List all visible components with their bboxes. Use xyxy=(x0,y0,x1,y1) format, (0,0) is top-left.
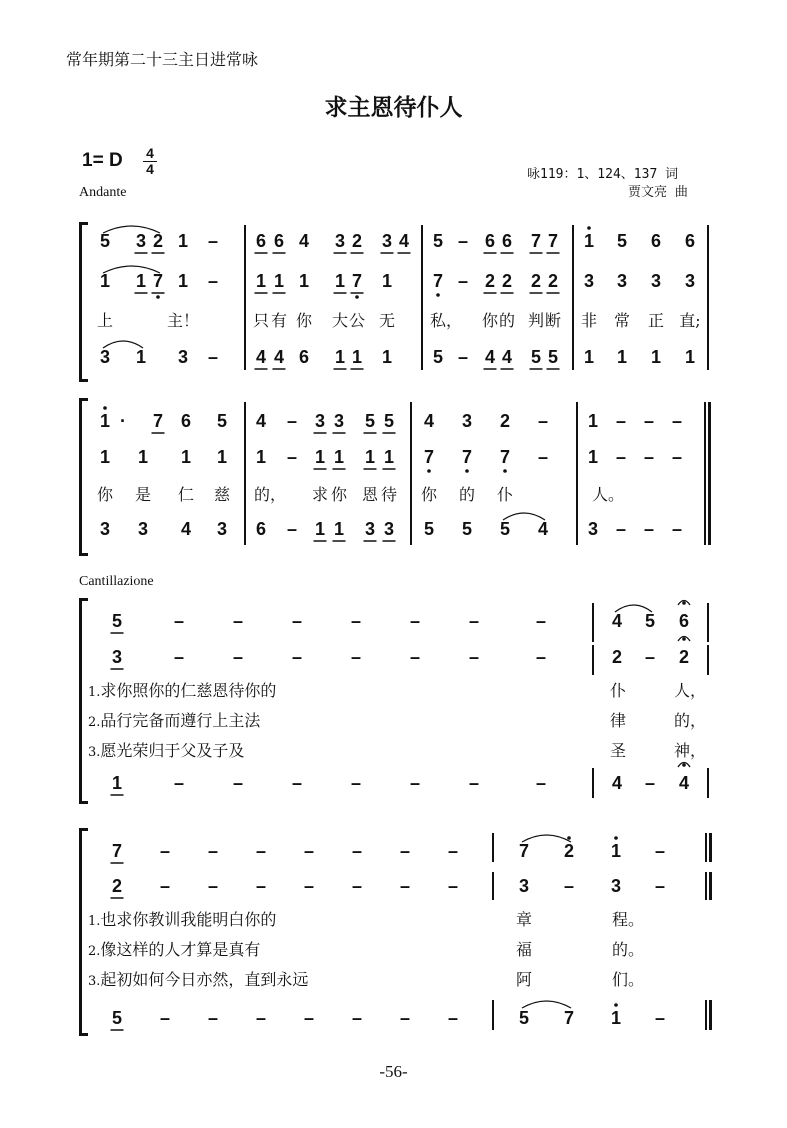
note: – xyxy=(409,773,421,793)
lyric-char: 的， xyxy=(253,485,287,504)
note: 3 xyxy=(610,876,622,896)
octave-dot xyxy=(436,293,440,297)
note: 1 xyxy=(314,519,326,539)
slur xyxy=(103,226,160,233)
lyric-char: 的 xyxy=(458,485,476,504)
note: 2 xyxy=(563,841,575,861)
note: 1 xyxy=(351,347,363,367)
note: – xyxy=(159,1008,171,1028)
barline xyxy=(705,1000,707,1030)
note: – xyxy=(173,611,185,631)
note: – xyxy=(615,447,627,467)
note: 3 xyxy=(99,519,111,539)
note: – xyxy=(643,447,655,467)
key-signature: 1= D xyxy=(82,150,123,171)
note: 5 xyxy=(432,231,444,251)
song-title: 求主恩待仆人 xyxy=(324,94,463,121)
verse-a-2-end1: 律 xyxy=(609,711,627,730)
verse-a-2-text: 2.品行完备而遵行上主法 xyxy=(88,711,261,730)
barline xyxy=(707,603,709,642)
octave-dot xyxy=(156,295,160,299)
lyric-char: 无 xyxy=(378,311,396,330)
note: – xyxy=(286,519,298,539)
note: 6 xyxy=(501,231,513,251)
note: 6 xyxy=(650,231,662,251)
octave-dot xyxy=(614,836,618,840)
lyric-char: 直; xyxy=(679,311,701,330)
barline xyxy=(576,402,578,545)
barline xyxy=(708,402,711,545)
note: 1 xyxy=(111,773,123,793)
octave-dot xyxy=(587,226,591,230)
note: 1 xyxy=(273,271,285,291)
note: 7 xyxy=(152,271,164,291)
note: 5 xyxy=(99,231,111,251)
composer-credit: 贾文亮 曲 xyxy=(628,185,688,200)
note: – xyxy=(644,773,656,793)
octave-dot xyxy=(503,469,507,473)
note: 4 xyxy=(180,519,192,539)
note: 4 xyxy=(501,347,513,367)
verse-b-3-end2: 们。 xyxy=(611,970,645,989)
note: 3 xyxy=(99,347,111,367)
verse-a-2-end2: 的， xyxy=(673,711,707,730)
note: – xyxy=(654,841,666,861)
system-bracket xyxy=(79,598,88,804)
note: 5 xyxy=(530,347,542,367)
note: – xyxy=(291,611,303,631)
note: 3 xyxy=(334,231,346,251)
note: 1 xyxy=(334,271,346,291)
note: 6 xyxy=(678,611,690,631)
note: – xyxy=(447,1008,459,1028)
note: 6 xyxy=(298,347,310,367)
barline xyxy=(704,402,706,545)
note: 3 xyxy=(587,519,599,539)
note: – xyxy=(207,841,219,861)
note: – xyxy=(457,271,469,291)
note: – xyxy=(563,876,575,896)
note: 3 xyxy=(616,271,628,291)
note: 7 xyxy=(432,271,444,291)
lyricist-credit: 咏119：1、124、137 词 xyxy=(527,167,679,182)
note: 3 xyxy=(650,271,662,291)
note: 5 xyxy=(216,411,228,431)
barline xyxy=(492,833,494,862)
note: 3 xyxy=(461,411,473,431)
note: 1 xyxy=(383,447,395,467)
note: – xyxy=(350,773,362,793)
note: – xyxy=(537,447,549,467)
verse-a-3-text: 3.愿光荣归于父及子及 xyxy=(88,741,245,760)
note: – xyxy=(291,647,303,667)
section-label: Cantillazione xyxy=(79,574,154,589)
lyric-char: 你 xyxy=(295,311,313,330)
octave-dot xyxy=(682,637,686,641)
barline xyxy=(705,872,707,900)
note: 6 xyxy=(180,411,192,431)
tempo-marking: Andante xyxy=(79,185,127,200)
note: 5 xyxy=(616,231,628,251)
note: – xyxy=(535,647,547,667)
octave-dot xyxy=(567,836,571,840)
note: 4 xyxy=(611,773,623,793)
note: 1 xyxy=(177,231,189,251)
note: 7 xyxy=(351,271,363,291)
note: – xyxy=(535,611,547,631)
note: 7 xyxy=(518,841,530,861)
note: 2 xyxy=(499,411,511,431)
barline xyxy=(709,872,712,900)
note: – xyxy=(255,841,267,861)
note: – xyxy=(399,1008,411,1028)
lyric-char: 大 xyxy=(331,311,349,330)
note: – xyxy=(255,1008,267,1028)
lyric-char: 有 xyxy=(270,311,288,330)
verse-a-3-end1: 圣 xyxy=(609,741,627,760)
lyric-char: 断 xyxy=(544,311,562,330)
lyric-char: 求 xyxy=(311,485,329,504)
note: 1 xyxy=(583,231,595,251)
time-signature-denominator: 4 xyxy=(146,161,154,177)
note: 1 xyxy=(99,271,111,291)
note: 4 xyxy=(398,231,410,251)
note: 1 xyxy=(255,271,267,291)
note: 7 xyxy=(423,447,435,467)
note: – xyxy=(303,1008,315,1028)
note: 1 xyxy=(255,447,267,467)
barline xyxy=(244,402,246,545)
verse-a-1-end1: 仆 xyxy=(609,681,627,700)
note: – xyxy=(207,347,219,367)
note: 1 xyxy=(616,347,628,367)
note: – xyxy=(207,231,219,251)
note: 3 xyxy=(583,271,595,291)
verse-a-1-text: 1.求你照你的仁慈恩待你的 xyxy=(88,681,277,700)
octave-dot xyxy=(465,469,469,473)
note: – xyxy=(457,347,469,367)
barline xyxy=(707,645,709,675)
note: – xyxy=(654,1008,666,1028)
note: – xyxy=(350,647,362,667)
note: 1 xyxy=(180,447,192,467)
note: – xyxy=(159,876,171,896)
barline xyxy=(421,225,423,370)
note: 5 xyxy=(111,1008,123,1028)
octave-dot xyxy=(682,601,686,605)
system-bracket xyxy=(79,828,88,1036)
note: 2 xyxy=(152,231,164,251)
note: 5 xyxy=(644,611,656,631)
lyric-char: 你 xyxy=(96,485,114,504)
note: 1 xyxy=(381,271,393,291)
note: 2 xyxy=(501,271,513,291)
note: 5 xyxy=(383,411,395,431)
note: – xyxy=(232,647,244,667)
note: – xyxy=(644,647,656,667)
lyric-char: 正 xyxy=(647,311,665,330)
note: – xyxy=(447,876,459,896)
verse-b-2-text: 2.像这样的人才算是真有 xyxy=(88,940,261,959)
note: 1 xyxy=(610,1008,622,1028)
note: 4 xyxy=(484,347,496,367)
note: 5 xyxy=(423,519,435,539)
note: 7 xyxy=(547,231,559,251)
note: 1 xyxy=(381,347,393,367)
note: 3 xyxy=(314,411,326,431)
octave-dot xyxy=(103,406,107,410)
verse-b-1-end2: 程。 xyxy=(611,910,645,929)
note: 1 xyxy=(684,347,696,367)
verse-b-3-text: 3.起初如何今日亦然，直到永远 xyxy=(88,970,309,989)
note: 6 xyxy=(255,231,267,251)
barline xyxy=(709,1000,712,1030)
lyric-char: 待 xyxy=(380,485,398,504)
note: 5 xyxy=(499,519,511,539)
barline xyxy=(410,402,412,545)
system-bracket xyxy=(79,398,88,556)
note: 4 xyxy=(537,519,549,539)
verse-b-2-end2: 的。 xyxy=(611,940,645,959)
note: 2 xyxy=(611,647,623,667)
lyric-char: 仁 xyxy=(177,485,195,504)
time-signature-numerator: 4 xyxy=(143,146,157,162)
note: 2 xyxy=(111,876,123,896)
note: 6 xyxy=(684,231,696,251)
note: – xyxy=(399,876,411,896)
note: 3 xyxy=(364,519,376,539)
note: 1 xyxy=(333,519,345,539)
note: 3 xyxy=(137,519,149,539)
note: – xyxy=(207,271,219,291)
barline xyxy=(492,1000,494,1030)
note: 1 xyxy=(583,347,595,367)
note: 4 xyxy=(678,773,690,793)
barline xyxy=(244,225,246,370)
lyric-char: 你 xyxy=(330,485,348,504)
note: – xyxy=(468,773,480,793)
octave-dot xyxy=(682,763,686,767)
note: 1 xyxy=(334,347,346,367)
note: 1 xyxy=(587,411,599,431)
lyric-char: 仆 xyxy=(496,485,514,504)
page-number: -56- xyxy=(379,1062,408,1081)
slur xyxy=(103,266,160,273)
note: 5 xyxy=(547,347,559,367)
note: 5 xyxy=(461,519,473,539)
note: – xyxy=(291,773,303,793)
note: 5 xyxy=(518,1008,530,1028)
note: – xyxy=(173,773,185,793)
note: 1 xyxy=(298,271,310,291)
note: – xyxy=(350,611,362,631)
note: – xyxy=(286,447,298,467)
note: – xyxy=(447,841,459,861)
lyric-char: 上 xyxy=(96,311,114,330)
note: 4 xyxy=(273,347,285,367)
lyric-char: 私， xyxy=(429,311,463,330)
note: 2 xyxy=(678,647,690,667)
note: – xyxy=(409,647,421,667)
note: 1 xyxy=(99,411,111,431)
note: – xyxy=(232,611,244,631)
barline xyxy=(705,833,707,862)
note: 5 xyxy=(432,347,444,367)
note: 3 xyxy=(135,231,147,251)
note: 6 xyxy=(484,231,496,251)
note: 5 xyxy=(364,411,376,431)
note: 2 xyxy=(484,271,496,291)
note: 4 xyxy=(255,347,267,367)
note: – xyxy=(671,519,683,539)
note: 4 xyxy=(611,611,623,631)
note: 7 xyxy=(111,841,123,861)
note: – xyxy=(207,876,219,896)
lyric-char: 非 xyxy=(580,311,598,330)
note: 4 xyxy=(255,411,267,431)
lyric-char: 判 xyxy=(527,311,545,330)
note: – xyxy=(173,647,185,667)
note: 3 xyxy=(333,411,345,431)
note: 4 xyxy=(423,411,435,431)
octave-dot xyxy=(427,469,431,473)
note: 1 xyxy=(135,271,147,291)
note: – xyxy=(399,841,411,861)
note: – xyxy=(351,1008,363,1028)
note: – xyxy=(535,773,547,793)
lyric-char: 的 xyxy=(498,311,516,330)
slur xyxy=(522,1001,571,1008)
barline xyxy=(592,645,594,675)
note: – xyxy=(671,411,683,431)
octave-dot xyxy=(355,295,359,299)
verse-b-1-text: 1.也求你教训我能明白你的 xyxy=(88,910,277,929)
note: 3 xyxy=(381,231,393,251)
note: 1 xyxy=(364,447,376,467)
barline xyxy=(709,833,712,862)
note: – xyxy=(615,519,627,539)
note: 1 xyxy=(610,841,622,861)
hymnal-header: 常年期第二十三主日进常咏 xyxy=(66,50,259,69)
note: 3 xyxy=(383,519,395,539)
note: 1 xyxy=(216,447,228,467)
note: 7 xyxy=(152,411,164,431)
lyric-char: 公 xyxy=(348,311,366,330)
barline xyxy=(707,225,709,370)
system-bracket xyxy=(79,222,88,382)
barline xyxy=(707,768,709,798)
verse-b-3-end1: 阿 xyxy=(515,970,533,989)
lyric-char: 只 xyxy=(252,311,270,330)
note: – xyxy=(468,647,480,667)
note: 3 xyxy=(177,347,189,367)
note: 7 xyxy=(461,447,473,467)
note: 1 xyxy=(650,347,662,367)
note: 2 xyxy=(547,271,559,291)
note: – xyxy=(537,411,549,431)
note: – xyxy=(255,876,267,896)
note: – xyxy=(159,841,171,861)
note: – xyxy=(615,411,627,431)
lyric-char: 是 xyxy=(134,485,152,504)
lyric-char: 主！ xyxy=(166,311,200,330)
note: 2 xyxy=(351,231,363,251)
note: 5 xyxy=(111,611,123,631)
lyric-char: 恩 xyxy=(361,485,379,504)
verse-a-1-end2: 人， xyxy=(673,681,707,700)
note: – xyxy=(351,841,363,861)
note: 1 xyxy=(135,347,147,367)
note: – xyxy=(232,773,244,793)
note: – xyxy=(286,411,298,431)
note: · xyxy=(120,411,126,431)
verse-a-3-end2: 神， xyxy=(673,741,707,760)
lyric-char: 常 xyxy=(613,311,631,330)
octave-dot xyxy=(614,1003,618,1007)
note: 3 xyxy=(518,876,530,896)
note: 1 xyxy=(314,447,326,467)
note: 1 xyxy=(333,447,345,467)
note: 3 xyxy=(684,271,696,291)
note: – xyxy=(457,231,469,251)
barline xyxy=(592,603,594,642)
note: 6 xyxy=(255,519,267,539)
lyric-char: 慈 xyxy=(213,485,231,504)
note: 2 xyxy=(530,271,542,291)
lyric-char: 人。 xyxy=(591,485,625,504)
barline xyxy=(572,225,574,370)
barline xyxy=(492,872,494,900)
note: – xyxy=(643,411,655,431)
verse-b-1-end1: 章 xyxy=(515,910,533,929)
note: 3 xyxy=(216,519,228,539)
note: 7 xyxy=(530,231,542,251)
note: – xyxy=(207,1008,219,1028)
note: 6 xyxy=(273,231,285,251)
note: – xyxy=(409,611,421,631)
note: – xyxy=(654,876,666,896)
lyric-char: 你 xyxy=(420,485,438,504)
lyric-char: 你 xyxy=(481,311,499,330)
barline xyxy=(592,768,594,798)
verse-b-2-end1: 福 xyxy=(515,940,533,959)
note: – xyxy=(303,841,315,861)
note: 1 xyxy=(587,447,599,467)
note: – xyxy=(303,876,315,896)
note: 4 xyxy=(298,231,310,251)
note: 1 xyxy=(137,447,149,467)
note: 7 xyxy=(563,1008,575,1028)
note: – xyxy=(351,876,363,896)
note: – xyxy=(643,519,655,539)
note: – xyxy=(468,611,480,631)
note: 7 xyxy=(499,447,511,467)
note: 1 xyxy=(177,271,189,291)
note: 1 xyxy=(99,447,111,467)
note: – xyxy=(671,447,683,467)
note: 3 xyxy=(111,647,123,667)
